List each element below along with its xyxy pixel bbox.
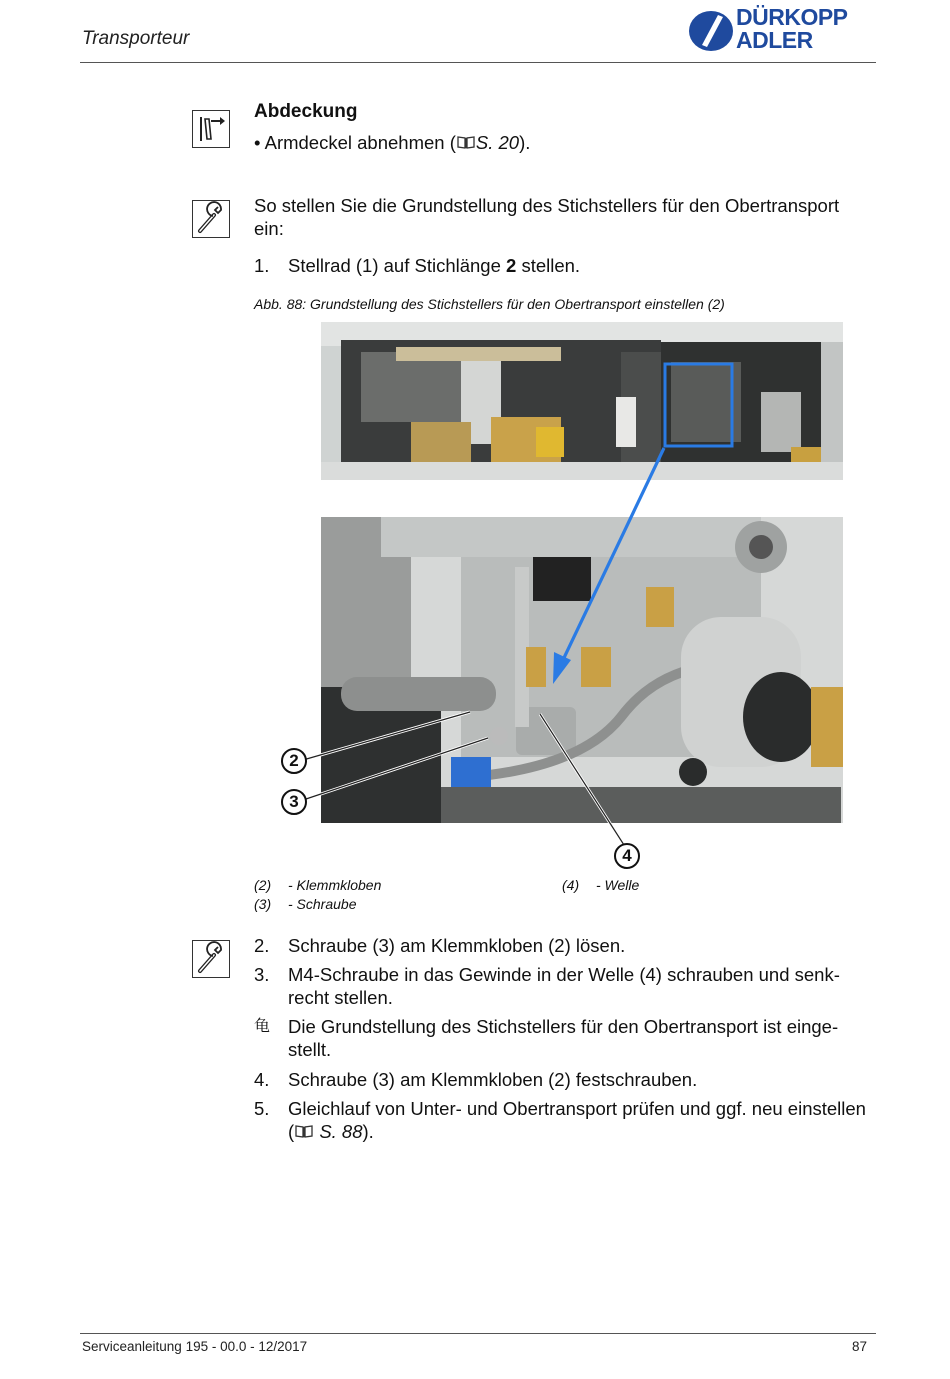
- step-text-line1: M4-Schraube in das Gewinde in der Welle (4) schrauben und senk-: [288, 964, 840, 985]
- section-heading-cover: Abdeckung: [254, 101, 358, 122]
- result-text: [288, 1015, 873, 1061]
- footer-doc-info: Serviceanleitung 195 - 00.0 - 12/2017: [82, 1339, 308, 1354]
- page-number: 87: [852, 1339, 868, 1354]
- ref-close: ).: [362, 1121, 374, 1142]
- step1-number: 1.: [254, 255, 270, 276]
- legend-item-num: (2): [254, 877, 272, 893]
- step-number: 3.: [254, 964, 270, 985]
- ref-open: (: [288, 1121, 295, 1142]
- step-text: [288, 963, 873, 1009]
- step1-bold: 2: [506, 255, 517, 276]
- wrench-icon: [192, 940, 230, 978]
- legend-item-label: - Klemmkloben: [288, 877, 382, 893]
- callout-4: 4: [614, 843, 640, 869]
- step-text: Schraube (3) am Klemmkloben (2) lösen.: [288, 935, 626, 956]
- cover-text-before: Armdeckel abnehmen (: [264, 132, 456, 153]
- step-text-line2: [288, 1120, 873, 1143]
- cover-text-after: ).: [519, 132, 531, 153]
- intro-text: So stellen Sie die Grundstellung des Stichstellers für den Obertransport ein:: [254, 195, 840, 239]
- callout-2: 2: [281, 748, 307, 774]
- legend-item-num: (3): [254, 896, 272, 912]
- legend-item-label: - Welle: [596, 877, 640, 893]
- step-text-line1: Gleichlauf von Unter- und Obertransport prüfen und ggf. neu einstellen: [288, 1098, 866, 1119]
- legend-item-label: - Schraube: [288, 896, 357, 912]
- result-text-line1: Die Grundstellung des Stichstellers für den Obertransport ist einge-: [288, 1016, 839, 1037]
- step-text: Schraube (3) am Klemmkloben (2) festschrauben.: [288, 1069, 698, 1090]
- step-text-line2: recht stellen.: [288, 987, 393, 1008]
- result-text-line2: stellt.: [288, 1039, 332, 1060]
- bullet: •: [254, 132, 261, 153]
- logo-line2: ADLER: [736, 27, 813, 53]
- result-arrow-icon: ⻳: [254, 1018, 271, 1035]
- page-ref[interactable]: S. 88: [319, 1121, 363, 1142]
- cover-page-ref[interactable]: S. 20: [475, 132, 520, 153]
- step-number: 5.: [254, 1098, 270, 1119]
- callout-3: 3: [281, 789, 307, 815]
- step1-after: stellen.: [516, 255, 581, 276]
- step-number: 4.: [254, 1069, 270, 1090]
- book-icon: [294, 1120, 314, 1143]
- legend-item-num: (4): [562, 877, 580, 893]
- step-number: 2.: [254, 935, 270, 956]
- step1-before: Stellrad (1) auf Stichlänge: [288, 255, 507, 276]
- logo-line1: DÜRKOPP: [736, 4, 848, 30]
- header-title: Transporteur: [82, 28, 190, 49]
- step-text: [288, 1097, 873, 1143]
- footer-divider: [80, 1333, 876, 1334]
- figure-caption: Abb. 88: Grundstellung des Stichstellers für den Obertransport einstellen (2): [254, 296, 725, 312]
